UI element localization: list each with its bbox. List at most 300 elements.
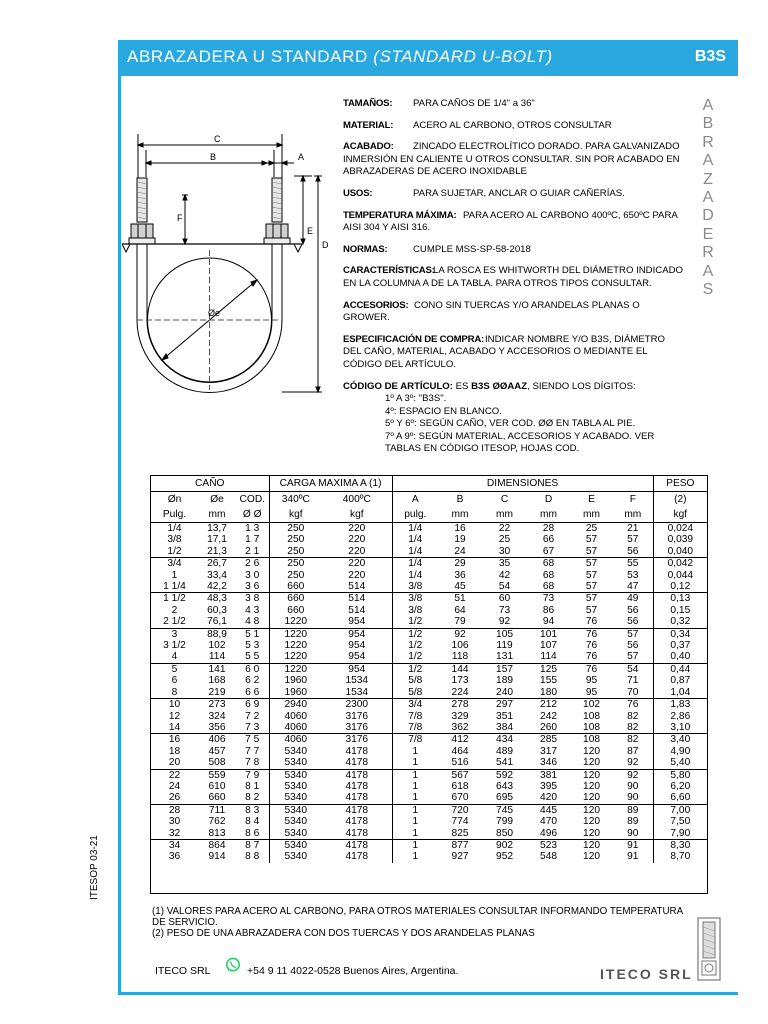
table-cell: 927 [451, 851, 469, 863]
table-cell: 7,50 [670, 816, 691, 828]
table-cell: 0,44 [653, 663, 707, 675]
spec-label: TEMPERATURA MÁXIMA: [343, 209, 457, 221]
table-cell: 825 [451, 827, 469, 839]
table-cell: 42 [498, 569, 511, 581]
table-row [151, 769, 707, 781]
table-cell: 1 [392, 839, 438, 851]
spec-label: USOS: [343, 187, 373, 199]
table-cell: 5,40 [670, 757, 691, 769]
footer-company: ITECO SRL [155, 965, 211, 977]
page-frame-bottom [118, 992, 738, 995]
spec-row [343, 98, 683, 111]
table-cell: 101 [527, 628, 570, 640]
table-row [151, 663, 707, 675]
table-cell: 47 [613, 581, 653, 593]
spec-value: PARA ACERO AL CARBONO 400ºC, 650ºC PARA AISI 304 Y AISI 316. [343, 209, 678, 234]
table-cell: 464 [451, 745, 469, 757]
table-cell: 412 [438, 734, 482, 746]
table-cell: 3/8 [408, 604, 423, 616]
table-cell: 4178 [322, 828, 392, 840]
table-cell: 351 [496, 710, 514, 722]
table-cell: 5 1 [236, 628, 269, 640]
table-cell: 87 [613, 746, 653, 757]
table-cell: 278 [438, 699, 482, 711]
table-cell: 877 [438, 839, 482, 851]
table-cell: 3 0 [236, 570, 269, 581]
column-header: kgf [673, 509, 688, 520]
table-cell: 57 [570, 558, 613, 570]
table-cell: 68 [527, 558, 570, 570]
table-cell: 762 [208, 816, 226, 828]
table-cell: 5,80 [653, 769, 707, 781]
table-cell: 0,32 [670, 616, 691, 628]
table-cell: 559 [198, 769, 236, 781]
table-cell: 643 [496, 780, 514, 792]
table-cell: 395 [540, 780, 558, 792]
table-cell: 6,20 [670, 780, 691, 792]
table-cell: 57 [585, 534, 598, 546]
table-row [151, 616, 707, 628]
table-cell: 45 [454, 581, 466, 593]
table-cell: 120 [583, 745, 601, 757]
table-cell: 2 1/2 [163, 616, 186, 628]
table-cell: 362 [451, 721, 469, 733]
table-cell: 711 [198, 804, 236, 816]
table-cell: 131 [496, 651, 514, 663]
table-cell: 4178 [322, 769, 392, 781]
article-code-digit-line: 5º Y 6º: SEGÚN CAÑO, VER COD. ØØ EN TABLA AL PIE. [385, 418, 636, 430]
table-cell: 1/4 [408, 534, 423, 546]
table-cell: 168 [208, 675, 226, 687]
spec-value: INDICAR NOMBRE Y/O B3S, DIÁMETRO DEL CAÑO, MATERIAL, ACABADO Y ACCESORIOS O MEDIANTE EL CÓDIGO DEL ARTÍCULO. [343, 333, 665, 370]
column-header: COD. [236, 492, 269, 508]
table-cell: 71 [613, 675, 653, 686]
table-cell: 7 8 [236, 757, 269, 769]
column-header: 400ºC [322, 492, 392, 508]
table-cell: 125 [527, 663, 570, 675]
table-row [151, 816, 707, 827]
table-cell: 695 [496, 792, 514, 804]
table-cell: 4178 [322, 804, 392, 816]
table-cell: 19 [454, 534, 466, 546]
table-cell: 0,042 [653, 558, 707, 570]
dim-label-oe: Øe [208, 308, 221, 318]
table-cell: 90 [613, 792, 653, 804]
table-cell: 53 [613, 570, 653, 581]
spec-row [343, 265, 683, 290]
side-category-word [697, 97, 719, 299]
table-cell: 567 [438, 769, 482, 781]
article-code-digit-line: 1º A 3º: "B3S". [385, 393, 447, 405]
table-cell: 89 [613, 804, 653, 816]
table-cell: 108 [583, 710, 601, 722]
table-cell: 5/8 [408, 686, 423, 698]
table-cell: 4060 [269, 734, 322, 746]
table-cell: 4178 [322, 792, 392, 804]
table-row [151, 593, 707, 605]
table-cell: 7/8 [408, 721, 423, 733]
article-code-prefix: ES [455, 380, 469, 392]
table-cell: 1 [171, 569, 178, 581]
table-cell: 25 [498, 534, 511, 546]
table-cell: 3/8 [408, 581, 423, 593]
table-cell: 0,024 [653, 523, 707, 535]
table-cell: 1 [412, 757, 419, 769]
side-word-letter: A [702, 262, 714, 280]
table-cell: 1960 [284, 675, 308, 687]
table-cell: 406 [198, 734, 236, 746]
table-cell: 954 [322, 640, 392, 651]
table-cell: 60,3 [207, 604, 227, 616]
table-cell: 24 [454, 545, 466, 557]
table-row [151, 651, 707, 663]
table-cell: 57 [585, 604, 598, 616]
table-cell: 2 1 [236, 546, 269, 558]
table-cell: 954 [322, 663, 392, 675]
table-cell: 56 [613, 605, 653, 616]
table-cell: 1 [412, 745, 419, 757]
table-cell: 813 [208, 827, 226, 839]
table-cell: 1/4 [408, 545, 423, 557]
table-cell: 8,70 [670, 851, 691, 863]
table-cell: 1534 [322, 687, 392, 699]
side-word-letter: D [702, 207, 714, 225]
table-cell: 57 [585, 569, 598, 581]
table-cell: 76 [585, 651, 598, 663]
table-cell: 70 [613, 687, 653, 699]
table-cell: 434 [482, 734, 527, 746]
side-word-letter: E [702, 225, 714, 243]
article-code-block [343, 381, 683, 457]
table-cell: 12 [168, 710, 181, 722]
table-cell: 0,15 [670, 604, 691, 616]
table-cell: 273 [198, 699, 236, 711]
table-cell: 5340 [284, 780, 308, 792]
table-cell: 5/8 [408, 675, 423, 687]
table-cell: 73 [498, 604, 511, 616]
table-cell: 1 [412, 792, 419, 804]
table-cell: 489 [496, 745, 514, 757]
table-cell: 120 [583, 780, 601, 792]
table-cell: 541 [496, 757, 514, 769]
table-cell: 4178 [322, 746, 392, 757]
table-cell: 356 [208, 721, 226, 733]
table-cell: 5340 [269, 769, 322, 781]
table-row [151, 804, 707, 816]
product-code: B3S [694, 48, 726, 65]
table-cell: 106 [451, 640, 469, 652]
table-cell: 548 [540, 851, 558, 863]
table-cell: 92 [438, 628, 482, 640]
column-header: A [411, 494, 419, 505]
table-cell: 14 [168, 721, 181, 733]
table-cell: 7/8 [392, 734, 438, 746]
table-cell: 219 [208, 686, 226, 698]
article-code-value: B3S ØØAAZ [471, 380, 528, 392]
table-cell: 2300 [322, 699, 392, 711]
footer-phone: +54 9 11 4022-0528 Buenos Aires, Argentina. [247, 965, 459, 977]
dimensions-table [150, 475, 708, 894]
table-cell: 3/8 [392, 593, 438, 605]
table-cell: 4178 [322, 839, 392, 851]
table-cell: 0,039 [667, 534, 694, 546]
dim-label-f: F [177, 213, 183, 223]
table-cell: 28 [151, 804, 198, 816]
table-cell: 120 [583, 816, 601, 828]
table-cell: 952 [496, 851, 514, 863]
table-cell: 8 8 [236, 851, 269, 862]
table-cell: 1/2 [167, 545, 182, 557]
table-row [151, 546, 707, 558]
dim-label-c: C [214, 134, 221, 144]
table-cell: 8 1 [236, 781, 269, 792]
table-row [151, 828, 707, 840]
table-cell: 1 [412, 780, 419, 792]
column-header: B [456, 494, 464, 505]
table-cell: 7 7 [236, 746, 269, 757]
table-cell: 850 [496, 827, 514, 839]
brand-name: ITECO SRL [600, 966, 693, 982]
table-cell: 1,83 [653, 699, 707, 711]
table-cell: 6 2 [236, 675, 269, 686]
table-cell: 5340 [269, 804, 322, 816]
table-cell: 864 [198, 839, 236, 851]
table-cell: 157 [482, 663, 527, 675]
table-cell: 1/2 [392, 663, 438, 675]
column-header: 340ºC [281, 494, 310, 505]
article-code-digit-line: 7º A 9º: SEGÚN MATERIAL, ACCESORIOS Y ACABADO. VER TABLAS EN CÓDIGO ITESOP, HOJAS COD. [385, 430, 655, 455]
table-cell: 1/2 [408, 640, 423, 652]
table-cell: 220 [322, 523, 392, 535]
table-cell: 5340 [269, 839, 322, 851]
table-cell: 2 [171, 604, 178, 616]
spec-value: PARA SUJETAR, ANCLAR O GUIAR CAÑERÍAS. [413, 187, 625, 199]
table-cell: 108 [570, 734, 613, 746]
table-row [151, 605, 707, 616]
table-cell: 54 [613, 663, 653, 675]
spec-row [343, 141, 683, 179]
table-cell: 212 [527, 699, 570, 711]
spec-row [343, 244, 683, 257]
document-code: ITESOP 03-21 [89, 835, 100, 900]
table-cell: 1 [392, 804, 438, 816]
table-cell: 102 [208, 640, 226, 652]
footnotes [152, 906, 692, 940]
column-header: D [544, 494, 553, 505]
article-code-label: CÓDIGO DE ARTÍCULO: [343, 380, 453, 392]
table-cell: 250 [287, 534, 305, 546]
table-cell: 1 [412, 827, 419, 839]
table-row [151, 792, 707, 804]
table-cell: 1/2 [408, 616, 423, 628]
table-cell: 8 6 [236, 828, 269, 840]
table-cell: 902 [482, 839, 527, 851]
table-cell: 189 [496, 675, 514, 687]
table-cell: 92 [613, 757, 653, 769]
column-header: mm [208, 509, 226, 520]
table-cell: 1/2 [408, 651, 423, 663]
table-cell: 523 [527, 839, 570, 851]
table-cell: 1220 [269, 628, 322, 640]
page-header [118, 40, 738, 76]
table-cell: 592 [482, 769, 527, 781]
table-cell: 618 [451, 780, 469, 792]
table-cell: 250 [269, 523, 322, 535]
table-cell: 21,3 [207, 545, 227, 557]
table-cell: 120 [570, 804, 613, 816]
column-header: mm [496, 509, 514, 520]
table-cell: 26 [168, 792, 181, 804]
table-cell: 5340 [284, 851, 308, 863]
side-word-letter: A [702, 97, 714, 114]
spec-row [343, 188, 683, 201]
table-cell: 610 [208, 780, 226, 792]
table-cell: 3176 [322, 734, 392, 746]
table-cell: 329 [451, 710, 469, 722]
table-cell: 7 3 [236, 722, 269, 734]
table-row [151, 534, 707, 545]
table-cell: 120 [570, 839, 613, 851]
table-cell: 76 [613, 699, 653, 711]
table-cell: 54 [498, 581, 511, 593]
spec-label: ACABADO: [343, 141, 394, 153]
table-cell: 3,10 [670, 721, 691, 733]
table-cell: 1,04 [670, 686, 691, 698]
table-cell: 799 [496, 816, 514, 828]
table-cell: 3,40 [653, 734, 707, 746]
table-cell: 445 [527, 804, 570, 816]
table-cell: 954 [322, 651, 392, 663]
table-cell: 22 [151, 769, 198, 781]
group-header-carga: CARGA MAXIMA A (1) [269, 476, 392, 492]
table-cell: 514 [322, 581, 392, 593]
table-cell: 470 [540, 816, 558, 828]
table-cell: 670 [451, 792, 469, 804]
table-cell: 26,7 [198, 558, 236, 570]
table-cell: 1 [412, 851, 419, 863]
table-cell: 3/4 [392, 699, 438, 711]
column-header: (2) [674, 494, 687, 505]
table-cell: 660 [287, 604, 305, 616]
table-cell: 67 [542, 545, 555, 557]
table-cell: 3176 [322, 711, 392, 722]
table-cell: 68 [542, 569, 555, 581]
table-cell: 76 [570, 663, 613, 675]
table-cell: 1220 [284, 640, 308, 652]
table-cell: 35 [482, 558, 527, 570]
group-header-cano: CAÑO [151, 476, 269, 492]
table-cell: 0,044 [667, 569, 694, 581]
spec-label: ESPECIFICACIÓN DE COMPRA: [343, 333, 485, 345]
table-cell: 180 [540, 686, 558, 698]
table-cell: 25 [570, 523, 613, 535]
table-cell: 4060 [284, 710, 308, 722]
table-cell: 144 [438, 663, 482, 675]
table-cell: 220 [322, 570, 392, 581]
table-cell: 240 [496, 686, 514, 698]
table-cell: 220 [322, 558, 392, 570]
table-cell: 76 [570, 628, 613, 640]
table-cell: 220 [322, 546, 392, 558]
table-cell: 6 6 [236, 687, 269, 699]
side-word-letter: A [702, 152, 714, 170]
table-cell: 88,9 [198, 628, 236, 640]
column-header: kgf [322, 507, 392, 523]
article-code-digits [343, 393, 683, 456]
table-cell: 384 [496, 721, 514, 733]
table-cell: 91 [613, 839, 653, 851]
spec-row [343, 120, 683, 133]
table-cell: 0,040 [667, 545, 694, 557]
spec-list [343, 98, 683, 465]
table-cell: 105 [482, 628, 527, 640]
table-cell: 76 [585, 640, 598, 652]
table-cell: 2 6 [236, 558, 269, 570]
table-cell: 2940 [269, 699, 322, 711]
table-cell: 7/8 [408, 710, 423, 722]
table-cell: 10 [151, 699, 198, 711]
spec-label: NORMAS: [343, 243, 388, 255]
table-cell: 51 [438, 593, 482, 605]
table-cell: 119 [496, 640, 513, 652]
table-cell: 13,7 [198, 523, 236, 535]
table-cell: 36 [168, 851, 181, 863]
table-cell: 102 [570, 699, 613, 711]
table-cell: 32 [168, 827, 181, 839]
spec-label: TAMAÑOS: [343, 98, 393, 109]
table-cell: 3/8 [167, 534, 182, 546]
table-cell: 0,13 [653, 593, 707, 605]
table-cell: 76 [585, 616, 598, 628]
spec-row [343, 334, 683, 372]
table-cell: 514 [322, 593, 392, 605]
table-cell: 16 [151, 734, 198, 746]
table-cell: 4 [171, 651, 178, 663]
table-cell: 774 [451, 816, 469, 828]
table-cell: 8 3 [236, 804, 269, 816]
table-cell: 720 [438, 804, 482, 816]
table-cell: 57 [613, 534, 653, 545]
table-cell: 516 [451, 757, 469, 769]
spec-value: ZINCADO ELECTROLÍTICO DORADO. PARA GALVANIZADO INMERSIÓN EN CALIENTE U OTROS CONSULTAR. SIN POR ACABADO EN ABRAZADERAS DE ACERO INOXIDABLE [343, 141, 680, 178]
table-cell: 5 3 [236, 640, 269, 651]
table-cell: 1534 [322, 675, 392, 686]
table-cell: 33,4 [207, 569, 227, 581]
table-cell: 1220 [269, 663, 322, 675]
table-cell: 92 [613, 769, 653, 781]
table-cell: 260 [540, 721, 558, 733]
spec-label: CARACTERÍSTICAS: [343, 265, 435, 277]
footnote-2: (2) PESO DE UNA ABRAZADERA CON DOS TUERCAS Y DOS ARANDELAS PLANAS [152, 928, 535, 940]
table-cell: 5340 [284, 827, 308, 839]
table-cell: 420 [540, 792, 558, 804]
table-cell: 92 [498, 616, 511, 628]
column-header: C [500, 494, 509, 505]
table-cell: 1/2 [392, 628, 438, 640]
table-row [151, 558, 707, 570]
dim-label-b: B [210, 152, 217, 162]
table-cell: 120 [583, 757, 601, 769]
column-header: kgf [288, 509, 303, 520]
table-cell: 95 [585, 675, 598, 687]
table-cell: 1 7 [236, 534, 269, 545]
table-cell: 8 [171, 686, 178, 698]
table-cell: 1 [412, 816, 419, 828]
table-row [151, 699, 707, 711]
table-cell: 18 [168, 745, 181, 757]
table-cell: 297 [482, 699, 527, 711]
table-cell: 120 [583, 827, 601, 839]
